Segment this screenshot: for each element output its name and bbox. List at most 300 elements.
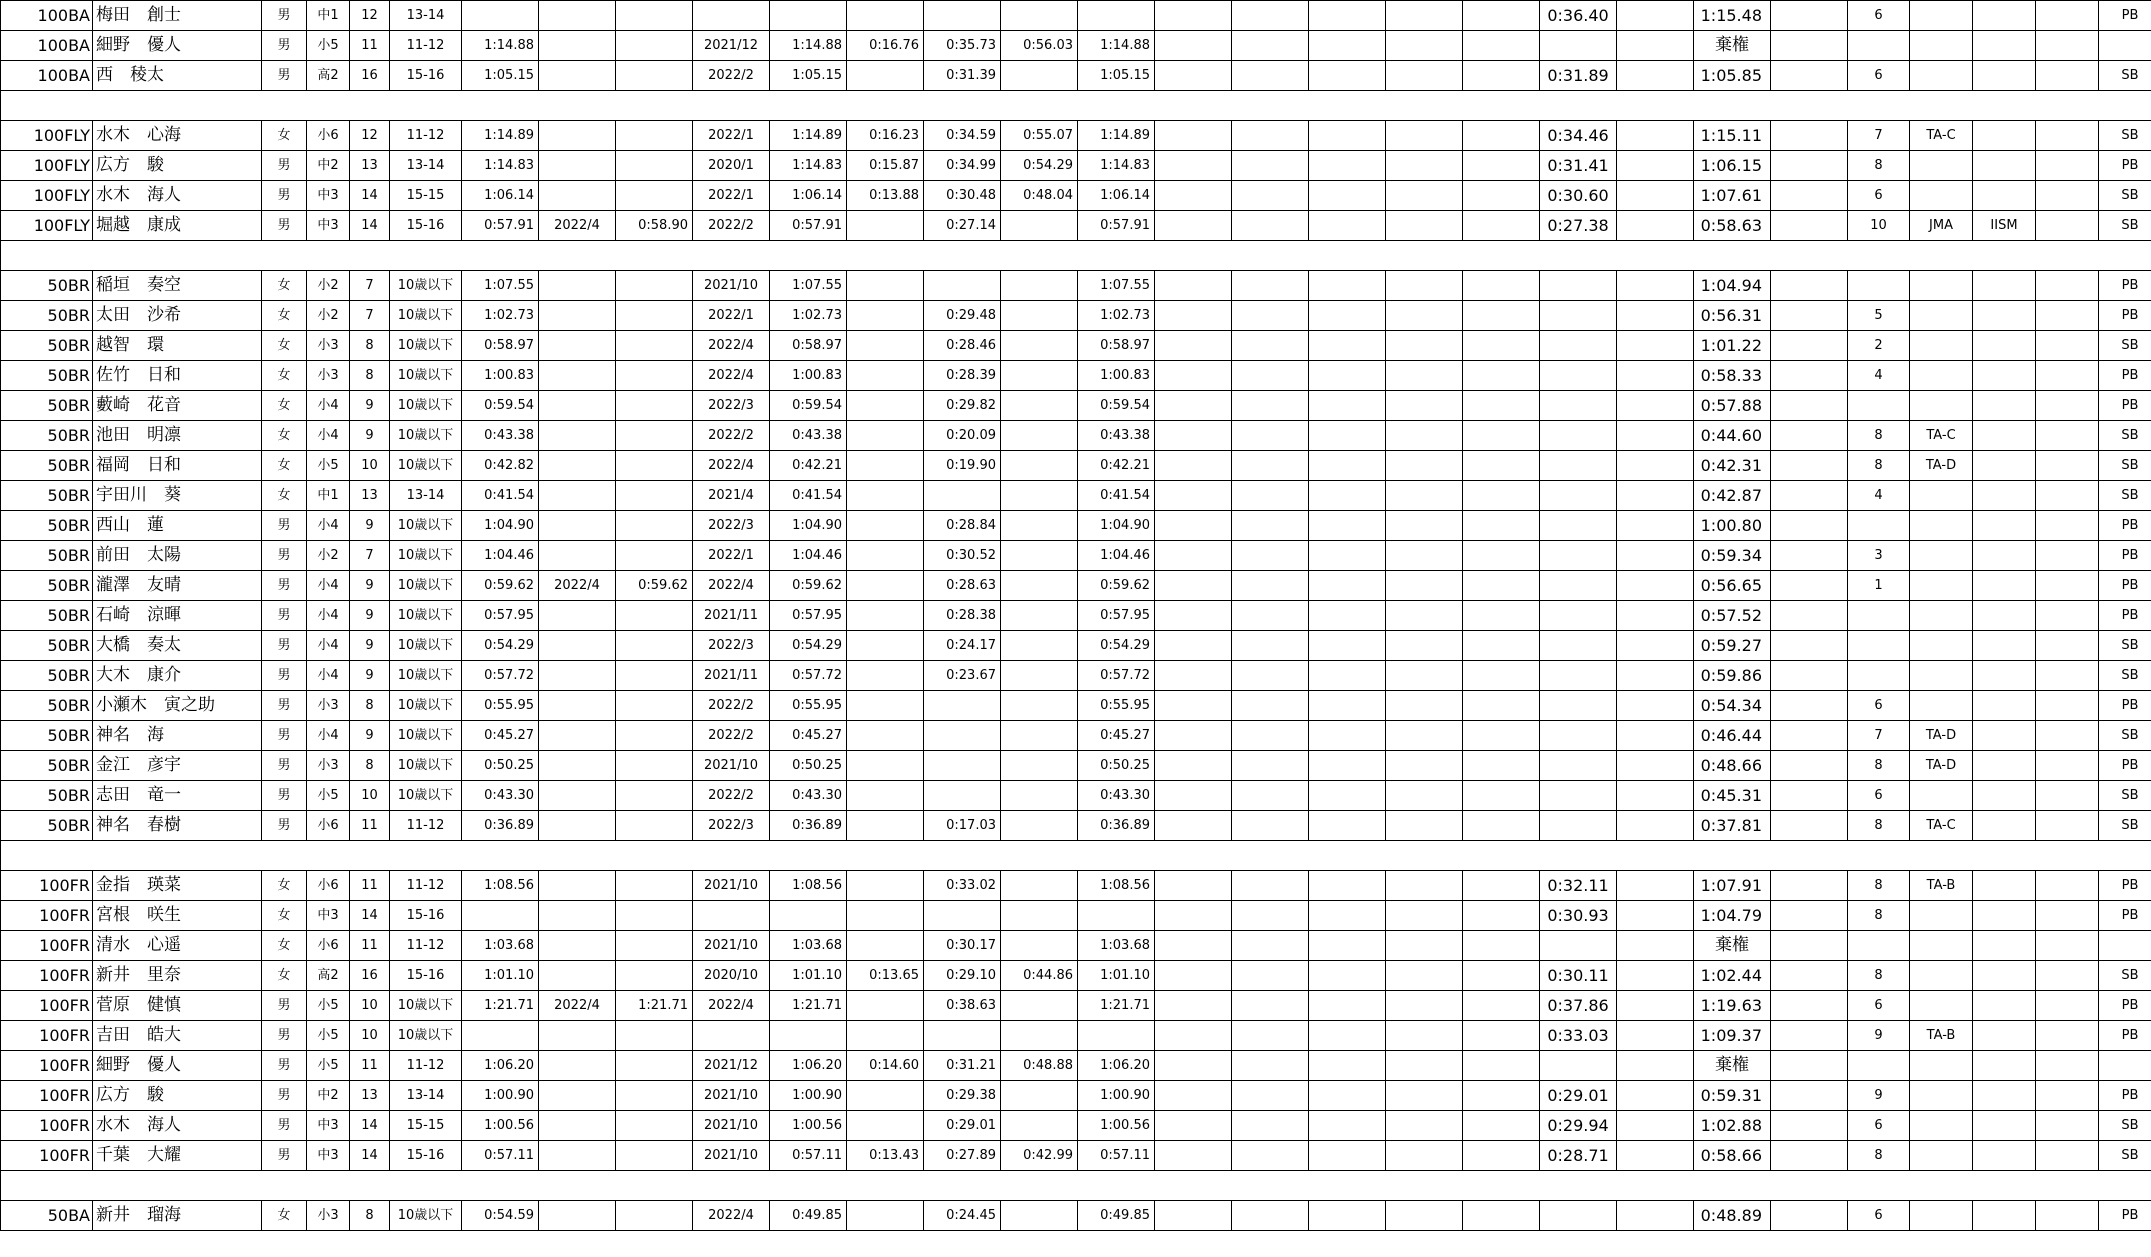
empty-cell[interactable] [1617,391,1694,421]
split-4-cell[interactable]: 0:43.30 [1078,781,1155,811]
empty-cell[interactable] [1155,181,1232,211]
empty-cell[interactable] [1617,151,1694,181]
empty-cell[interactable] [1771,1201,1848,1231]
empty-cell[interactable] [1617,541,1694,571]
empty-cell[interactable] [307,841,350,871]
split-3-cell[interactable] [1001,571,1078,601]
empty-cell[interactable] [1155,451,1232,481]
record-tag-cell[interactable]: PB [2099,901,2151,931]
empty-cell[interactable] [1463,1171,1540,1201]
empty-cell[interactable] [1155,991,1232,1021]
split-3-cell[interactable] [1001,1081,1078,1111]
empty-cell[interactable] [1386,811,1463,841]
best-time-cell[interactable] [462,1,539,31]
empty-cell[interactable] [1771,421,1848,451]
entry-time-cell[interactable] [616,691,693,721]
empty-cell[interactable] [390,1171,462,1201]
split-4-cell[interactable]: 1:05.15 [1078,61,1155,91]
split-1-cell[interactable]: 0:16.23 [847,121,924,151]
best-time-cell[interactable]: 0:36.89 [462,811,539,841]
event-cell[interactable]: 50BR [1,301,93,331]
empty-cell[interactable] [1232,1201,1309,1231]
split-3-cell[interactable] [1001,871,1078,901]
best-time-cell[interactable] [462,901,539,931]
best-time-cell[interactable]: 1:08.56 [462,871,539,901]
place-cell[interactable]: 8 [1848,811,1910,841]
empty-cell[interactable] [1463,721,1540,751]
split-2-cell[interactable]: 0:29.82 [924,391,1001,421]
empty-cell[interactable] [1155,1141,1232,1171]
split-4-cell[interactable]: 1:07.55 [1078,271,1155,301]
split-2-cell[interactable] [924,1021,1001,1051]
record-time-cell[interactable]: 1:04.46 [770,541,847,571]
age-cell[interactable]: 12 [350,121,390,151]
best-time-cell[interactable]: 0:55.95 [462,691,539,721]
result-50m-split-cell[interactable] [1540,781,1617,811]
entry-date-cell[interactable] [539,511,616,541]
empty-cell[interactable] [1232,1,1309,31]
record-tag-cell[interactable] [2099,1051,2151,1081]
empty-cell[interactable] [1155,91,1232,121]
empty-cell[interactable] [2036,751,2099,781]
empty-cell[interactable] [1463,631,1540,661]
entry-time-cell[interactable] [616,931,693,961]
empty-cell[interactable] [1386,631,1463,661]
age-cell[interactable]: 9 [350,421,390,451]
split-2-cell[interactable]: 0:30.17 [924,931,1001,961]
split-3-cell[interactable] [1001,331,1078,361]
empty-cell[interactable] [1309,751,1386,781]
empty-cell[interactable] [1232,901,1309,931]
entry-time-cell[interactable] [616,1051,693,1081]
age-group-cell[interactable]: 10歳以下 [390,511,462,541]
empty-cell[interactable] [2036,661,2099,691]
record-tag-cell[interactable]: SB [2099,1111,2151,1141]
empty-cell[interactable] [1617,241,1694,271]
swimmer-name-cell[interactable]: 瀧澤 友晴 [93,571,262,601]
entry-time-cell[interactable] [616,61,693,91]
split-2-cell[interactable] [924,1,1001,31]
empty-cell[interactable] [1309,1201,1386,1231]
empty-cell[interactable] [1155,1021,1232,1051]
age-cell[interactable]: 10 [350,991,390,1021]
result-50m-split-cell[interactable]: 0:30.11 [1540,961,1617,991]
swimmer-name-cell[interactable]: 佐竹 日和 [93,361,262,391]
entry-time-cell[interactable] [616,871,693,901]
empty-cell[interactable] [1232,1171,1309,1201]
split-4-cell[interactable]: 1:00.90 [1078,1081,1155,1111]
result-50m-split-cell[interactable]: 0:29.94 [1540,1111,1617,1141]
split-4-cell[interactable]: 0:43.38 [1078,421,1155,451]
swimmer-name-cell[interactable]: 水木 海人 [93,181,262,211]
note-2-cell[interactable] [1973,1201,2036,1231]
split-4-cell[interactable] [1078,901,1155,931]
empty-cell[interactable] [1232,751,1309,781]
entry-time-cell[interactable] [616,751,693,781]
best-time-cell[interactable]: 0:57.95 [462,601,539,631]
empty-cell[interactable] [1463,931,1540,961]
record-tag-cell[interactable]: SB [2099,781,2151,811]
split-1-cell[interactable] [847,631,924,661]
best-time-cell[interactable] [462,1021,539,1051]
best-time-cell[interactable]: 1:14.83 [462,151,539,181]
empty-cell[interactable] [1155,1171,1232,1201]
best-time-cell[interactable]: 1:14.88 [462,31,539,61]
age-cell[interactable]: 9 [350,571,390,601]
note-1-cell[interactable] [1910,541,1973,571]
empty-cell[interactable] [2099,91,2151,121]
sex-cell[interactable]: 女 [262,871,307,901]
place-cell[interactable]: 8 [1848,901,1910,931]
place-cell[interactable]: 4 [1848,361,1910,391]
record-date-cell[interactable]: 2022/4 [693,361,770,391]
place-cell[interactable]: 6 [1848,1201,1910,1231]
split-1-cell[interactable] [847,331,924,361]
empty-cell[interactable] [1463,331,1540,361]
empty-cell[interactable] [1232,661,1309,691]
record-tag-cell[interactable]: PB [2099,691,2151,721]
result-50m-split-cell[interactable] [1540,691,1617,721]
empty-cell[interactable] [262,841,307,871]
entry-time-cell[interactable] [616,301,693,331]
empty-cell[interactable] [1617,451,1694,481]
empty-cell[interactable] [2036,931,2099,961]
place-cell[interactable]: 6 [1848,1,1910,31]
age-group-cell[interactable]: 15-15 [390,1111,462,1141]
age-group-cell[interactable]: 13-14 [390,1081,462,1111]
split-2-cell[interactable]: 0:28.46 [924,331,1001,361]
split-2-cell[interactable]: 0:28.63 [924,571,1001,601]
empty-cell[interactable] [1463,481,1540,511]
empty-cell[interactable] [1463,511,1540,541]
empty-cell[interactable] [1463,451,1540,481]
note-1-cell[interactable] [1910,1051,1973,1081]
age-cell[interactable]: 8 [350,691,390,721]
record-date-cell[interactable]: 2022/3 [693,391,770,421]
record-date-cell[interactable]: 2022/2 [693,781,770,811]
empty-cell[interactable] [1386,1,1463,31]
empty-cell[interactable] [1386,211,1463,241]
split-3-cell[interactable] [1001,421,1078,451]
empty-cell[interactable] [1386,571,1463,601]
empty-cell[interactable] [1386,1171,1463,1201]
record-date-cell[interactable]: 2022/2 [693,211,770,241]
empty-cell[interactable] [1155,1,1232,31]
age-group-cell[interactable]: 10歳以下 [390,271,462,301]
entry-time-cell[interactable] [616,541,693,571]
empty-cell[interactable] [1617,301,1694,331]
empty-cell[interactable] [1771,721,1848,751]
record-time-cell[interactable]: 0:55.95 [770,691,847,721]
age-group-cell[interactable]: 10歳以下 [390,661,462,691]
split-1-cell[interactable] [847,691,924,721]
swimmer-name-cell[interactable]: 新井 瑠海 [93,1201,262,1231]
split-3-cell[interactable] [1001,451,1078,481]
record-date-cell[interactable]: 2021/10 [693,931,770,961]
event-cell[interactable]: 50BA [1,1201,93,1231]
entry-date-cell[interactable] [539,721,616,751]
grade-cell[interactable]: 小3 [307,751,350,781]
empty-cell[interactable] [1617,511,1694,541]
empty-cell[interactable] [1694,241,1771,271]
result-time-cell[interactable]: 1:04.94 [1694,271,1771,301]
entry-time-cell[interactable] [616,481,693,511]
split-4-cell[interactable] [1078,1,1155,31]
record-time-cell[interactable]: 0:45.27 [770,721,847,751]
empty-cell[interactable] [1771,1051,1848,1081]
record-tag-cell[interactable]: SB [2099,631,2151,661]
empty-cell[interactable] [1771,811,1848,841]
empty-cell[interactable] [1309,391,1386,421]
result-time-cell[interactable]: 0:58.66 [1694,1141,1771,1171]
record-time-cell[interactable]: 0:43.30 [770,781,847,811]
empty-cell[interactable] [1771,181,1848,211]
sex-cell[interactable]: 男 [262,571,307,601]
split-1-cell[interactable] [847,1111,924,1141]
empty-cell[interactable] [1155,961,1232,991]
empty-cell[interactable] [1463,991,1540,1021]
age-group-cell[interactable]: 10歳以下 [390,541,462,571]
age-group-cell[interactable]: 13-14 [390,151,462,181]
empty-cell[interactable] [693,841,770,871]
empty-cell[interactable] [1771,691,1848,721]
empty-cell[interactable] [770,91,847,121]
result-50m-split-cell[interactable] [1540,271,1617,301]
grade-cell[interactable]: 小3 [307,691,350,721]
empty-cell[interactable] [1078,841,1155,871]
result-time-cell[interactable]: 0:48.89 [1694,1201,1771,1231]
split-1-cell[interactable] [847,601,924,631]
split-2-cell[interactable]: 0:29.01 [924,1111,1001,1141]
best-time-cell[interactable]: 1:04.46 [462,541,539,571]
note-1-cell[interactable] [1910,1111,1973,1141]
empty-cell[interactable] [1463,1081,1540,1111]
entry-date-cell[interactable] [539,421,616,451]
empty-cell[interactable] [1232,961,1309,991]
record-date-cell[interactable]: 2021/10 [693,751,770,781]
entry-time-cell[interactable] [616,811,693,841]
result-50m-split-cell[interactable] [1540,31,1617,61]
grade-cell[interactable]: 小4 [307,421,350,451]
record-date-cell[interactable]: 2020/10 [693,961,770,991]
swimmer-name-cell[interactable]: 細野 優人 [93,1051,262,1081]
age-group-cell[interactable]: 11-12 [390,811,462,841]
empty-cell[interactable] [1386,691,1463,721]
split-2-cell[interactable]: 0:17.03 [924,811,1001,841]
sex-cell[interactable]: 男 [262,721,307,751]
record-time-cell[interactable]: 0:57.91 [770,211,847,241]
result-time-cell[interactable]: 0:56.31 [1694,301,1771,331]
record-time-cell[interactable]: 1:08.56 [770,871,847,901]
best-time-cell[interactable]: 0:41.54 [462,481,539,511]
entry-date-cell[interactable]: 2022/4 [539,211,616,241]
result-50m-split-cell[interactable]: 0:36.40 [1540,1,1617,31]
split-3-cell[interactable] [1001,61,1078,91]
empty-cell[interactable] [1155,121,1232,151]
empty-cell[interactable] [462,1171,539,1201]
grade-cell[interactable]: 小4 [307,661,350,691]
best-time-cell[interactable]: 1:02.73 [462,301,539,331]
split-2-cell[interactable]: 0:34.99 [924,151,1001,181]
record-tag-cell[interactable]: SB [2099,181,2151,211]
result-50m-split-cell[interactable]: 0:28.71 [1540,1141,1617,1171]
empty-cell[interactable] [1617,1141,1694,1171]
empty-cell[interactable] [1617,691,1694,721]
empty-cell[interactable] [1463,781,1540,811]
note-2-cell[interactable] [1973,781,2036,811]
age-cell[interactable]: 7 [350,271,390,301]
empty-cell[interactable] [2036,271,2099,301]
entry-date-cell[interactable] [539,751,616,781]
empty-cell[interactable] [1771,781,1848,811]
swimmer-name-cell[interactable]: 堀越 康成 [93,211,262,241]
entry-time-cell[interactable] [616,1201,693,1231]
split-3-cell[interactable]: 0:44.86 [1001,961,1078,991]
split-4-cell[interactable]: 0:57.95 [1078,601,1155,631]
grade-cell[interactable]: 中1 [307,481,350,511]
empty-cell[interactable] [1309,91,1386,121]
best-time-cell[interactable]: 0:43.38 [462,421,539,451]
place-cell[interactable]: 2 [1848,331,1910,361]
empty-cell[interactable] [1232,1111,1309,1141]
entry-date-cell[interactable] [539,271,616,301]
record-date-cell[interactable]: 2020/1 [693,151,770,181]
empty-cell[interactable] [1386,961,1463,991]
note-2-cell[interactable] [1973,421,2036,451]
split-2-cell[interactable]: 0:35.73 [924,31,1001,61]
split-3-cell[interactable] [1001,631,1078,661]
entry-time-cell[interactable]: 0:59.62 [616,571,693,601]
empty-cell[interactable] [1463,1021,1540,1051]
empty-cell[interactable] [1,1171,93,1201]
swimmer-name-cell[interactable]: 金江 彦宇 [93,751,262,781]
empty-cell[interactable] [1232,91,1309,121]
split-2-cell[interactable]: 0:28.38 [924,601,1001,631]
best-time-cell[interactable]: 0:58.97 [462,331,539,361]
empty-cell[interactable] [1386,181,1463,211]
empty-cell[interactable] [1232,421,1309,451]
result-50m-split-cell[interactable] [1540,931,1617,961]
best-time-cell[interactable]: 1:06.20 [462,1051,539,1081]
age-group-cell[interactable]: 13-14 [390,481,462,511]
record-time-cell[interactable]: 1:00.56 [770,1111,847,1141]
empty-cell[interactable] [1463,871,1540,901]
empty-cell[interactable] [1694,1171,1771,1201]
split-3-cell[interactable]: 0:54.29 [1001,151,1078,181]
split-1-cell[interactable] [847,391,924,421]
empty-cell[interactable] [1232,841,1309,871]
record-date-cell[interactable] [693,1021,770,1051]
swimmer-name-cell[interactable]: 太田 沙希 [93,301,262,331]
age-group-cell[interactable]: 15-16 [390,61,462,91]
empty-cell[interactable] [1771,91,1848,121]
entry-time-cell[interactable] [616,1141,693,1171]
empty-cell[interactable] [1463,1051,1540,1081]
empty-cell[interactable] [1155,871,1232,901]
record-tag-cell[interactable]: PB [2099,751,2151,781]
best-time-cell[interactable]: 0:54.29 [462,631,539,661]
event-cell[interactable]: 50BR [1,421,93,451]
sex-cell[interactable]: 男 [262,151,307,181]
place-cell[interactable] [1848,31,1910,61]
entry-date-cell[interactable] [539,361,616,391]
split-3-cell[interactable] [1001,271,1078,301]
empty-cell[interactable] [1771,331,1848,361]
entry-time-cell[interactable] [616,961,693,991]
empty-cell[interactable] [1001,841,1078,871]
place-cell[interactable]: 1 [1848,571,1910,601]
record-date-cell[interactable]: 2022/4 [693,571,770,601]
note-1-cell[interactable]: TA-C [1910,811,1973,841]
empty-cell[interactable] [1155,811,1232,841]
empty-cell[interactable] [1001,91,1078,121]
best-time-cell[interactable]: 1:14.89 [462,121,539,151]
empty-cell[interactable] [1617,901,1694,931]
empty-cell[interactable] [1232,391,1309,421]
sex-cell[interactable]: 男 [262,691,307,721]
split-2-cell[interactable]: 0:31.39 [924,61,1001,91]
swimmer-name-cell[interactable]: 福岡 日和 [93,451,262,481]
empty-cell[interactable] [1309,1141,1386,1171]
empty-cell[interactable] [1232,1021,1309,1051]
empty-cell[interactable] [1540,841,1617,871]
empty-cell[interactable] [1540,241,1617,271]
empty-cell[interactable] [1309,361,1386,391]
split-2-cell[interactable]: 0:27.89 [924,1141,1001,1171]
sex-cell[interactable]: 男 [262,661,307,691]
empty-cell[interactable] [2036,541,2099,571]
note-2-cell[interactable] [1973,1051,2036,1081]
note-1-cell[interactable] [1910,901,1973,931]
note-2-cell[interactable] [1973,1021,2036,1051]
empty-cell[interactable] [616,841,693,871]
empty-cell[interactable] [1155,301,1232,331]
empty-cell[interactable] [1973,1171,2036,1201]
sex-cell[interactable]: 女 [262,301,307,331]
record-tag-cell[interactable]: SB [2099,331,2151,361]
age-group-cell[interactable]: 11-12 [390,1051,462,1081]
split-4-cell[interactable]: 0:45.27 [1078,721,1155,751]
entry-date-cell[interactable] [539,541,616,571]
entry-time-cell[interactable] [616,1,693,31]
result-time-cell[interactable]: 1:00.80 [1694,511,1771,541]
entry-date-cell[interactable] [539,61,616,91]
split-2-cell[interactable]: 0:24.17 [924,631,1001,661]
empty-cell[interactable] [1617,1051,1694,1081]
empty-cell[interactable] [1155,781,1232,811]
empty-cell[interactable] [1771,211,1848,241]
event-cell[interactable]: 100FLY [1,151,93,181]
split-1-cell[interactable] [847,991,924,1021]
empty-cell[interactable] [2036,301,2099,331]
empty-cell[interactable] [1617,991,1694,1021]
swimmer-name-cell[interactable]: 神名 海 [93,721,262,751]
empty-cell[interactable] [1155,931,1232,961]
empty-cell[interactable] [1463,241,1540,271]
result-time-cell[interactable]: 1:02.44 [1694,961,1771,991]
place-cell[interactable] [1848,1051,1910,1081]
empty-cell[interactable] [1617,361,1694,391]
empty-cell[interactable] [1309,601,1386,631]
sex-cell[interactable]: 男 [262,601,307,631]
event-cell[interactable]: 50BR [1,511,93,541]
empty-cell[interactable] [1771,1081,1848,1111]
empty-cell[interactable] [2036,721,2099,751]
empty-cell[interactable] [1771,451,1848,481]
empty-cell[interactable] [1463,961,1540,991]
empty-cell[interactable] [693,91,770,121]
age-group-cell[interactable]: 15-15 [390,181,462,211]
